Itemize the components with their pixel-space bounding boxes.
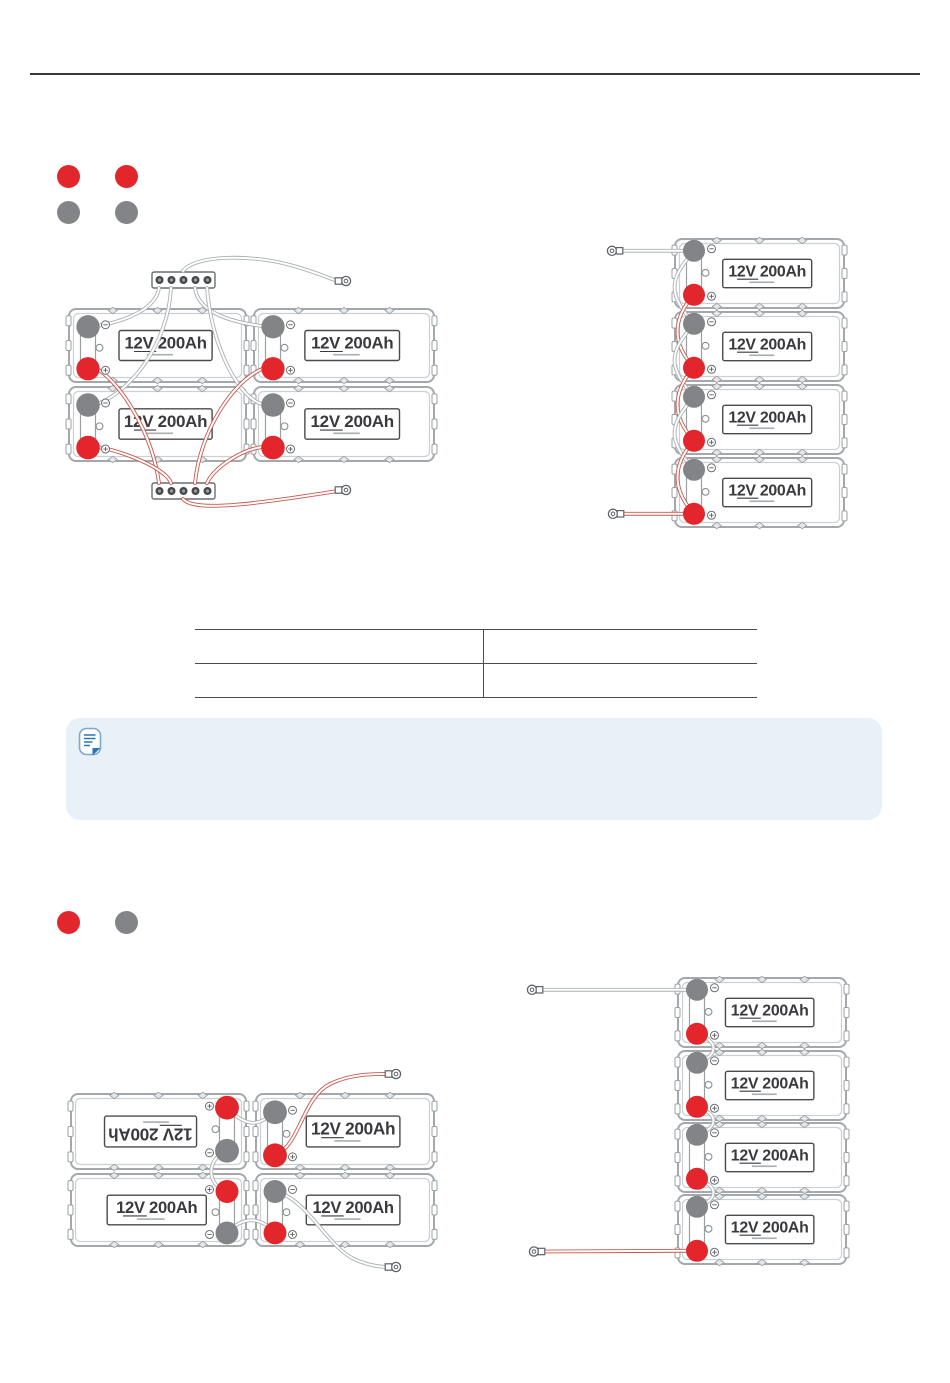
minus-polarity-icon	[102, 399, 110, 407]
plus-polarity-icon	[711, 1248, 719, 1256]
minus-polarity-icon	[711, 984, 719, 992]
positive-terminal-cap	[686, 1023, 708, 1045]
spec-table-cell	[484, 630, 758, 664]
battery-label: 12V 200Ah	[116, 1197, 198, 1217]
diagram-four-batteries-series-grid	[68, 1069, 437, 1271]
battery-label: 12V 200Ah	[310, 412, 394, 432]
positive-terminal-cap	[686, 1096, 708, 1118]
positive-terminal-cap	[261, 436, 285, 460]
battery-label: 12V 200Ah	[730, 1147, 809, 1165]
battery-label: 12V 200Ah	[123, 412, 208, 432]
battery-label: 12V 200Ah	[728, 263, 807, 281]
ring-terminal-lug	[527, 985, 542, 994]
minus-polarity-icon	[708, 391, 716, 399]
battery-sublabel-microtext	[749, 427, 774, 429]
diagram-four-batteries-parallel-busbar-grid	[66, 258, 437, 506]
battery-sublabel-microtext	[334, 1218, 360, 1220]
battery-sublabel-microtext	[752, 1237, 777, 1239]
negative-terminal-cap	[683, 386, 705, 408]
negative-terminal-cap	[261, 315, 284, 338]
battery-sublabel-microtext	[752, 1020, 777, 1022]
plus-polarity-icon	[287, 366, 295, 374]
plus-polarity-icon	[206, 1186, 214, 1194]
battery-label: 12V 200Ah	[728, 409, 807, 427]
minus-polarity-icon	[711, 1129, 719, 1137]
battery-label: 12V 200Ah	[124, 333, 207, 353]
negative-terminal-cap	[686, 1196, 708, 1218]
plus-polarity-icon	[102, 366, 110, 374]
negative-terminal-cap	[683, 459, 705, 481]
battery-label: 12V 200Ah	[728, 482, 807, 500]
ring-terminal-lug	[608, 509, 623, 518]
negative-terminal-cap	[76, 315, 99, 338]
battery-sublabel-microtext	[333, 433, 359, 435]
battery-label: 12V 200Ah	[312, 1197, 394, 1217]
positive-terminal-cap	[216, 1180, 239, 1203]
negative-terminal-cap	[215, 1139, 239, 1163]
spec-table-cell	[195, 664, 484, 698]
battery-label: 12V 200Ah	[310, 1118, 396, 1139]
positive-terminal-cap	[686, 1168, 708, 1190]
ring-terminal-lug	[385, 1262, 400, 1271]
battery-label: 12V 200Ah	[108, 1124, 193, 1145]
battery-sublabel-microtext	[333, 354, 359, 356]
minus-polarity-icon	[708, 464, 716, 472]
busbar	[152, 272, 215, 288]
negative-terminal-cap	[683, 313, 705, 335]
ring-terminal-lug	[335, 276, 350, 285]
ring-terminal-lug	[335, 485, 350, 494]
negative-terminal-cap	[683, 240, 705, 262]
negative-terminal-cap	[686, 1124, 708, 1146]
minus-polarity-icon	[711, 1057, 719, 1065]
minus-polarity-icon	[708, 245, 716, 253]
negative-terminal-cap	[263, 1100, 287, 1124]
battery-sublabel-microtext	[752, 1165, 777, 1167]
minus-polarity-icon	[206, 1149, 214, 1157]
battery-sublabel-microtext	[749, 500, 774, 502]
minus-polarity-icon	[102, 321, 110, 329]
positive-terminal-cap	[76, 436, 100, 460]
positive-terminal-cap	[683, 503, 705, 525]
plus-polarity-icon	[708, 438, 716, 446]
negative-terminal-cap	[261, 393, 285, 417]
ring-terminal-lug	[607, 246, 622, 255]
minus-polarity-icon	[289, 1186, 297, 1194]
minus-polarity-icon	[206, 1230, 214, 1238]
plus-polarity-icon	[289, 1153, 297, 1161]
plus-polarity-icon	[102, 445, 110, 453]
positive-terminal-cap	[686, 1240, 708, 1262]
negative-terminal-cap	[686, 1052, 708, 1074]
positive-terminal-cap	[76, 357, 99, 380]
positive-terminal-cap	[261, 357, 284, 380]
plus-polarity-icon	[289, 1230, 297, 1238]
positive-terminal-cap	[683, 284, 705, 306]
spec-table	[195, 629, 757, 698]
note-document-icon	[78, 727, 104, 757]
negative-terminal-cap	[216, 1221, 239, 1244]
battery-sublabel-microtext	[137, 1218, 165, 1220]
battery-label: 12V 200Ah	[730, 1219, 809, 1237]
busbar	[152, 483, 215, 499]
negative-terminal-cap	[264, 1180, 287, 1203]
positive-terminal-cap	[683, 430, 705, 452]
battery-sublabel-microtext	[749, 281, 774, 283]
battery-sublabel-microtext	[749, 354, 774, 356]
plus-polarity-icon	[711, 1031, 719, 1039]
plus-polarity-icon	[708, 365, 716, 373]
minus-polarity-icon	[287, 399, 295, 407]
spec-table-cell	[195, 630, 484, 664]
battery-sublabel-microtext	[147, 433, 173, 435]
spec-table-cell	[484, 664, 758, 698]
diagram-four-batteries-parallel-stack	[607, 237, 847, 528]
battery-label: 12V 200Ah	[728, 336, 807, 354]
battery-sublabel-microtext	[143, 1121, 169, 1123]
battery-label: 12V 200Ah	[730, 1002, 809, 1020]
minus-polarity-icon	[287, 321, 295, 329]
positive-terminal-cap	[215, 1096, 239, 1120]
battery-label: 12V 200Ah	[311, 333, 394, 353]
plus-polarity-icon	[206, 1102, 214, 1110]
ring-terminal-lug	[529, 1247, 544, 1256]
positive-terminal-cap	[683, 357, 705, 379]
battery-sublabel-microtext	[334, 1140, 360, 1142]
positive-terminal-cap	[264, 1221, 287, 1244]
plus-polarity-icon	[708, 292, 716, 300]
negative-terminal-cap	[76, 393, 100, 417]
ring-terminal-lug	[385, 1069, 400, 1078]
plus-polarity-icon	[708, 511, 716, 519]
minus-polarity-icon	[289, 1106, 297, 1114]
plus-polarity-icon	[711, 1176, 719, 1184]
diagram-four-batteries-series-stack	[527, 976, 849, 1265]
battery-label: 12V 200Ah	[730, 1075, 809, 1093]
plus-polarity-icon	[711, 1104, 719, 1112]
negative-terminal-cap	[686, 979, 708, 1001]
minus-polarity-icon	[708, 318, 716, 326]
positive-terminal-cap	[263, 1143, 287, 1167]
note-box	[66, 718, 882, 820]
minus-polarity-icon	[711, 1201, 719, 1209]
battery-sublabel-microtext	[752, 1093, 777, 1095]
plus-polarity-icon	[287, 445, 295, 453]
